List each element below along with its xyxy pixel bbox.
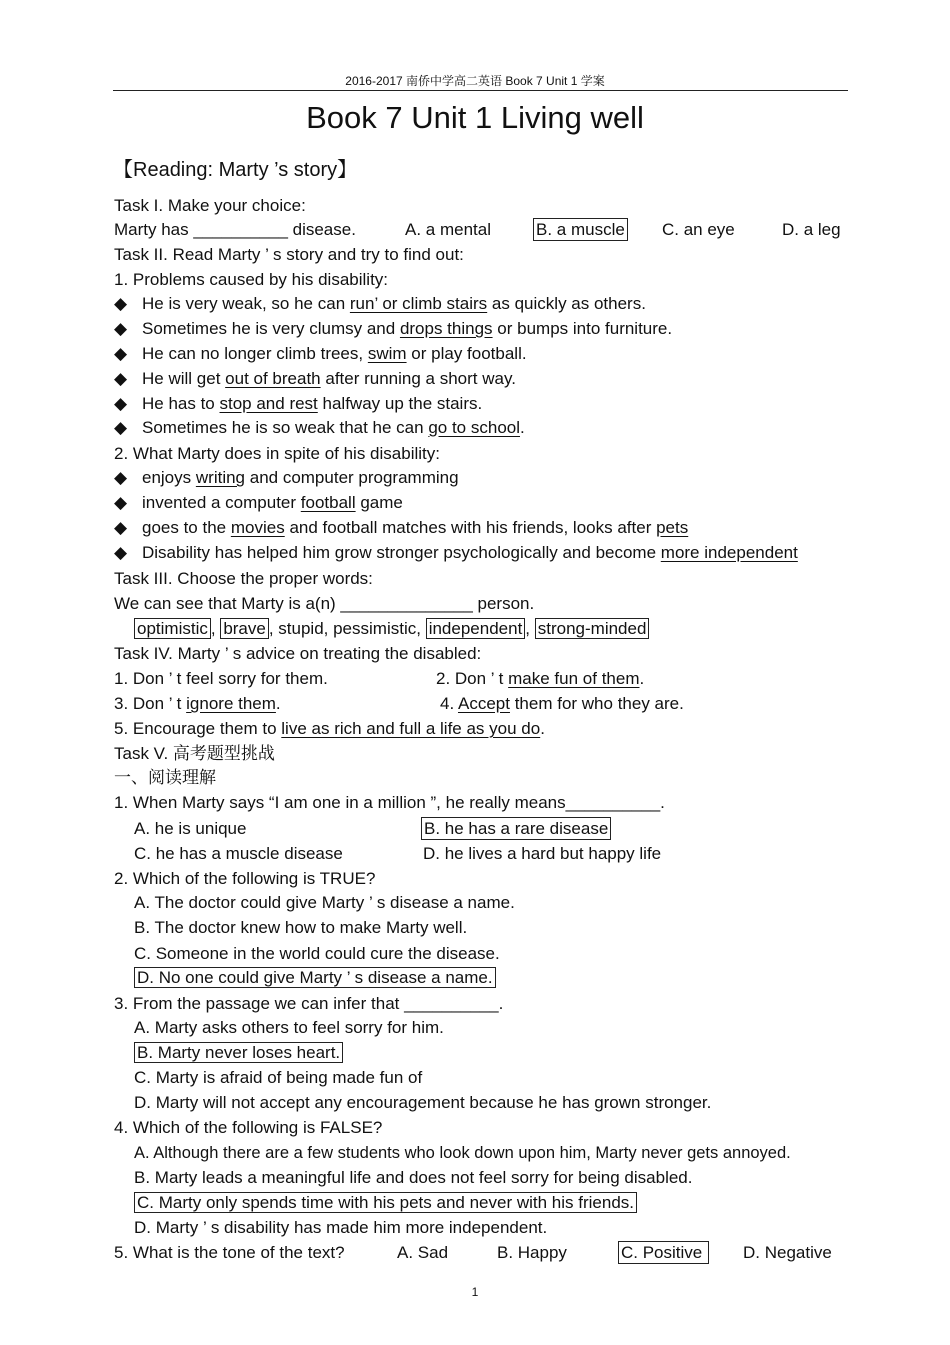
diamond-bullet-icon: ◆ (114, 319, 128, 338)
option-b: B. Happy (497, 1243, 567, 1262)
question-1: 1. When Marty says “I am one in a million ”, he really means__________. (114, 793, 665, 812)
option-a: A. The doctor could give Marty ’ s disease a name. (134, 893, 515, 912)
option-c: C. Someone in the world could cure the disease. (134, 944, 500, 963)
achievement-item: ◆ Disability has helped him grow stronger psychologically and become more independent (114, 541, 798, 565)
options-row (134, 842, 834, 866)
advice-row (114, 692, 684, 716)
word-option: stupid, pessimistic, (278, 619, 421, 638)
diamond-bullet-icon: ◆ (114, 543, 128, 562)
option-d: D. No one could give Marty ’ s disease a name. (134, 967, 496, 988)
achievement-item: ◆ invented a computer football game (114, 491, 403, 515)
answer-blank: drops things (399, 319, 493, 338)
task1-option-d: D. a leg (782, 220, 841, 239)
question-5: 5. What is the tone of the text? (114, 1243, 345, 1262)
advice-item: 4. Accept them for who they are. (440, 694, 684, 713)
problem-item: ◆ He has to stop and rest halfway up the stairs. (114, 392, 482, 416)
problem-item: ◆ He will get out of breath after running a short way. (114, 367, 516, 391)
answer-blank: run’ or climb stairs (349, 294, 488, 313)
task3-options: optimistic , brave , stupid, pessimistic, independent , strong-minded (134, 617, 649, 641)
option-c: C. he has a muscle disease (134, 844, 343, 863)
advice-row (114, 667, 645, 691)
diamond-bullet-icon: ◆ (114, 518, 128, 537)
option-b: B. The doctor knew how to make Marty well. (134, 918, 468, 937)
task2-part2: 2. What Marty does in spite of his disability: (114, 444, 440, 463)
diamond-bullet-icon: ◆ (114, 294, 128, 313)
task2-part1: 1. Problems caused by his disability: (114, 270, 389, 289)
option-c: C. Marty only spends time with his pets and never with his friends. (134, 1192, 637, 1213)
option-a: A. Sad (397, 1243, 449, 1262)
diamond-bullet-icon: ◆ (114, 344, 128, 363)
answer-blank: football (300, 493, 356, 512)
question-2: 2. Which of the following is TRUE? (114, 869, 376, 888)
answer-blank: more independent (660, 543, 798, 562)
task4-heading: Task IV. Marty ’ s advice on treating the disabled: (114, 644, 482, 663)
problem-item: ◆ He is very weak, so he can run’ or climb stairs as quickly as others. (114, 292, 646, 316)
task1-option-c: C. an eye (662, 220, 735, 239)
option-d: D. he lives a hard but happy life (423, 844, 662, 863)
section-heading: 【Reading: Marty ’s story】 (113, 159, 358, 181)
option-b: B. Marty never loses heart. (134, 1042, 343, 1063)
achievement-item: ◆ goes to the movies and football matches with his friends, looks after pets (114, 516, 688, 540)
task3-heading: Task III. Choose the proper words: (114, 569, 373, 588)
problem-item: ◆ Sometimes he is so weak that he can go to school. (114, 416, 525, 440)
word-option: optimistic (134, 618, 211, 639)
advice-item: 1. Don ’ t feel sorry for them. (114, 669, 328, 688)
diamond-bullet-icon: ◆ (114, 468, 128, 487)
option-a: A. he is unique (134, 819, 247, 838)
option-d: D. Marty will not accept any encouragement because he has grown stronger. (134, 1093, 712, 1112)
problem-item: ◆ He can no longer climb trees, swim or play football. (114, 342, 527, 366)
advice-item: 2. Don ’ t make fun of them. (436, 669, 645, 688)
options-row (134, 817, 834, 841)
diamond-bullet-icon: ◆ (114, 493, 128, 512)
answer-blank: go to school (428, 418, 521, 437)
achievement-item: ◆ enjoys writing and computer programming (114, 466, 459, 490)
diamond-bullet-icon: ◆ (114, 418, 128, 437)
advice-item: 3. Don ’ t ignore them. (114, 694, 281, 713)
question-3: 3. From the passage we can infer that __________. (114, 994, 504, 1013)
question-5-row (114, 1241, 850, 1265)
question-4: 4. Which of the following is FALSE? (114, 1118, 383, 1137)
page-title: Book 7 Unit 1 Living well (306, 100, 644, 135)
answer-blank: writing (195, 468, 245, 487)
answer-blank: swim (367, 344, 407, 363)
page-number: 1 (471, 1285, 479, 1299)
problem-item: ◆ Sometimes he is very clumsy and drops things or bumps into furniture. (114, 317, 672, 341)
option-c: C. Positive (618, 1241, 709, 1264)
answer-blank: stop and rest (219, 394, 318, 413)
task1-option-b: B. a muscle (533, 218, 628, 241)
answer-blank: out of breath (225, 369, 321, 388)
advice-item: 5. Encourage them to live as rich and full a life as you do. (114, 719, 545, 738)
option-a: A. Although there are a few students who look down upon him, Marty never gets annoyed. (134, 1144, 791, 1162)
option-d: D. Marty ’ s disability has made him more independent. (134, 1218, 548, 1237)
header-divider (113, 90, 848, 91)
option-b: B. he has a rare disease (421, 817, 611, 840)
task1-question (114, 218, 841, 242)
diamond-bullet-icon: ◆ (114, 394, 128, 413)
task1-heading: Task I. Make your choice: (114, 196, 306, 215)
diamond-bullet-icon: ◆ (114, 369, 128, 388)
task2-heading: Task II. Read Marty ’ s story and try to find out: (114, 245, 464, 264)
task5-heading: Task V. 高考题型挑战 (114, 744, 275, 763)
answer-blank: pets (656, 518, 689, 537)
page-header: 2016-2017 南侨中学高二英语 Book 7 Unit 1 学案 (345, 74, 605, 88)
answer-blank: movies (230, 518, 285, 537)
option-b: B. Marty leads a meaningful life and does not feel sorry for being disabled. (134, 1168, 693, 1187)
word-option: strong-minded (535, 618, 650, 639)
task1-option-a: A. a mental (405, 220, 491, 239)
word-option: independent (426, 618, 526, 639)
option-a: A. Marty asks others to feel sorry for him. (134, 1018, 444, 1037)
option-c: C. Marty is afraid of being made fun of (134, 1068, 423, 1087)
option-d: D. Negative (743, 1243, 832, 1262)
task5-subheading: 一、阅读理解 (114, 768, 216, 787)
task1-stem: Marty has __________ disease. (114, 220, 356, 239)
word-option: brave (220, 618, 269, 639)
task3-stem: We can see that Marty is a(n) ______________ person. (114, 594, 535, 613)
